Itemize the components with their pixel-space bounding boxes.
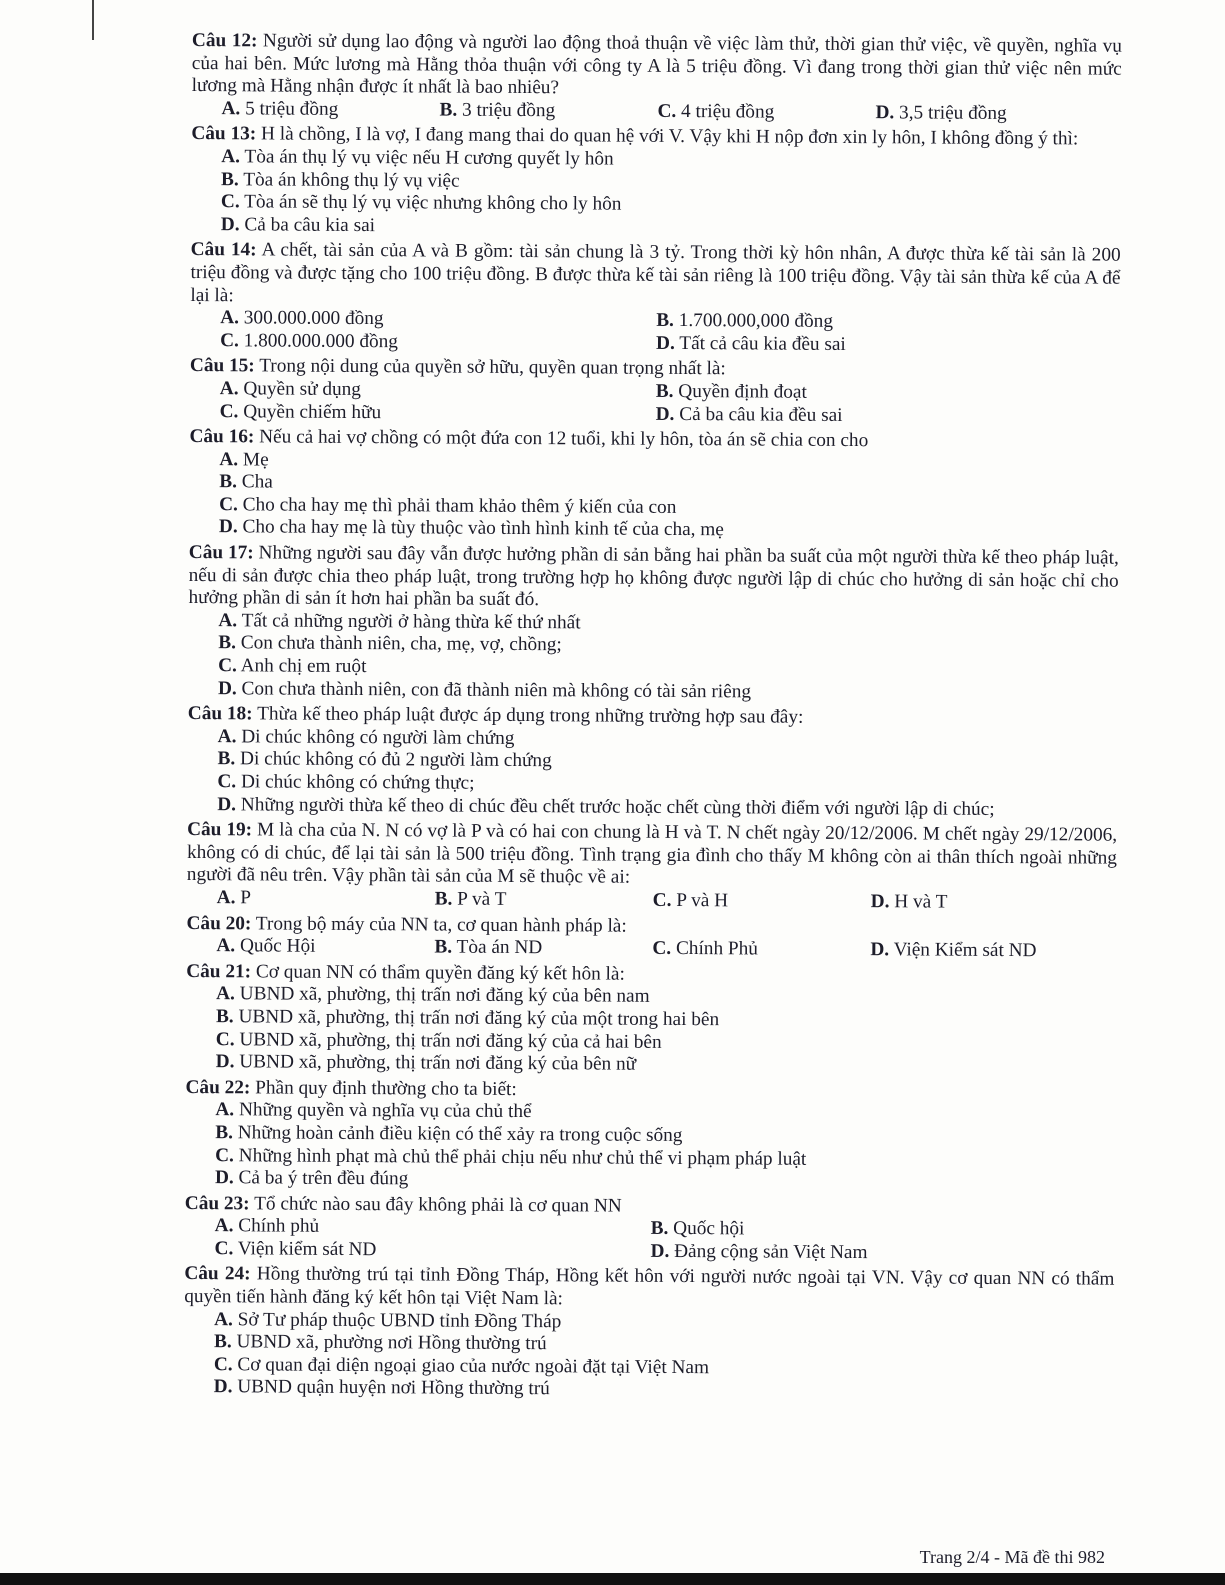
- question-label: Câu 16:: [189, 426, 255, 448]
- option-b: B. Quyền định đoạt: [655, 380, 807, 403]
- option-d: D. Tất cả câu kia đều sai: [656, 332, 846, 355]
- option-c: C. 4 triệu đồng: [657, 100, 775, 123]
- option-d: D. Con chưa thành niên, con đã thành niên mà không có tài sản riêng: [217, 677, 752, 703]
- option-d: D. Cả ba câu kia sai: [220, 213, 376, 236]
- option-d: D. Cả ba ý trên đều đúng: [214, 1167, 409, 1190]
- question-body: Cơ quan NN có thẩm quyền đăng ký kết hôn là:: [255, 961, 625, 985]
- option-b: B. 3 triệu đồng: [439, 99, 556, 122]
- option-a: A. Sở Tư pháp thuộc UBND tỉnh Đồng Tháp: [214, 1308, 562, 1332]
- question-18: [187, 703, 1118, 822]
- question-body: H là chồng, I là vợ, I đang mang thai do quan hệ với V. Vậy khi H nộp đơn xin ly hôn, I không đồng ý thì:: [260, 123, 1079, 150]
- question-body: Hồng thường trú tại tỉnh Đồng Tháp, Hồng kết hôn với người nước ngoài tại VN. Vậy cơ quan NN có thẩm quyền tiến hành đăng ký kết hôn tại Việt Nam là:: [184, 1263, 1115, 1310]
- question-22: [185, 1077, 1116, 1196]
- question-12: [191, 30, 1122, 126]
- question-body: Nếu cả hai vợ chồng có một đứa con 12 tuổi, khi ly hôn, tòa án sẽ chia con cho: [259, 426, 869, 452]
- question-label: Câu 18:: [187, 703, 253, 725]
- option-c: C. Quyền chiếm hữu: [219, 400, 382, 423]
- question-label: Câu 14:: [190, 239, 257, 261]
- question-text: [187, 819, 1117, 892]
- option-c: C. Anh chị em ruột: [218, 655, 367, 678]
- page-footer: Trang 2/4 - Mã đề thi 982: [919, 1547, 1105, 1567]
- question-body: Những người sau đây vẫn được hưởng phần di sản bằng hai phần ba suất của một người thừa kế theo pháp luật, nếu di sản được chia theo pháp luật, trong trường hợp họ không được người lập di chúc cho hưởng di sản hoặc chỉ cho hưởng phần di sản ít hơn hai phần ba suất đó.: [188, 542, 1119, 611]
- options-row: [187, 887, 1117, 915]
- options-list: [184, 1309, 1115, 1405]
- option-d: D. UBND quận huyện nơi Hồng thường trú: [213, 1376, 550, 1400]
- question-text: [184, 1263, 1114, 1314]
- question-19: [187, 819, 1118, 915]
- option-b: B. Di chúc không có đủ 2 người làm chứng: [217, 748, 552, 772]
- option-b: B. Cha: [219, 471, 273, 493]
- option-a: A. Chính phủ: [214, 1215, 320, 1238]
- option-a: A. Tòa án thụ lý vụ việc nếu H cương quyết ly hôn: [221, 146, 614, 170]
- option-a: A. 5 triệu đồng: [221, 97, 339, 120]
- option-d: D. Đảng cộng sản Việt Nam: [650, 1240, 868, 1264]
- option-d: D. 3,5 triệu đồng: [875, 101, 1007, 124]
- option-b: B. Con chưa thành niên, cha, mẹ, vợ, chồng;: [218, 632, 562, 656]
- question-label: Câu 22:: [185, 1076, 251, 1099]
- options-grid: [190, 378, 1120, 429]
- scan-edge-bottom: [0, 1573, 1225, 1585]
- option-b: B. 1.700.000,000 đồng: [656, 309, 834, 333]
- question-label: Câu 24:: [184, 1263, 251, 1285]
- question-label: Câu 23:: [184, 1192, 250, 1215]
- question-label: Câu 20:: [186, 912, 252, 934]
- question-label: Câu 12:: [191, 30, 258, 52]
- question-body: Người sử dụng lao động và người lao động thoả thuận về việc làm thử, thời gian thử việc, về quyền, nghĩa vụ của hai bên. Mức lương mà Hằng thỏa thuận với công ty A là 5 triệu đồng. Vì đang trong thời gian thử việc nên mức lương mà Hằng nhận được ít nhất là bao nhiêu?: [191, 30, 1122, 99]
- option-a: A. UBND xã, phường, thị trấn nơi đăng ký của bên nam: [216, 983, 650, 1008]
- option-a: A. P: [216, 887, 252, 909]
- option-c: C. Cơ quan đại diện ngoại giao của nước ngoài đặt tại Việt Nam: [213, 1354, 710, 1379]
- option-b: B. Quốc hội: [650, 1218, 745, 1240]
- question-body: M là cha của N. N có vợ là P và có hai con chung là H và T. N chết ngày 20/12/2006. M chết ngày 29/12/2006, không có di chúc, để lại tài sản là 500 triệu đồng. Tình trạng gia đình cho thấy M không còn ai thân thích ngoài những người đã nêu trên. Vậy phần tài sản của M sẽ thuộc về ai:: [186, 819, 1118, 889]
- options-list: [187, 726, 1118, 822]
- question-24: [184, 1263, 1115, 1404]
- option-d: D. Những người thừa kế theo di chúc đều chết trước hoặc chết cùng thời điểm với người lập di chúc;: [217, 793, 995, 820]
- option-c: C. Chính Phủ: [652, 937, 759, 960]
- option-a: A. Quyền sử dụng: [219, 378, 362, 400]
- option-c: C. P và H: [652, 889, 729, 912]
- option-c: C. Tòa án sẽ thụ lý vụ việc nhưng không cho ly hôn: [220, 191, 622, 215]
- question-label: Câu 13:: [191, 123, 257, 145]
- options-row: [191, 98, 1121, 126]
- question-15: [190, 355, 1120, 428]
- option-b: B. Những hoàn cảnh điều kiện có thể xảy ra trong cuộc sống: [215, 1122, 683, 1146]
- option-b: B. UBND xã, phường nơi Hồng thường trú: [213, 1331, 547, 1355]
- option-c: C. Viện kiểm sát ND: [214, 1238, 377, 1261]
- question-text: [188, 542, 1118, 615]
- option-c: C. Những hình phạt mà chủ thể phải chịu nếu như chủ thể vi phạm pháp luật: [215, 1144, 807, 1170]
- question-text: [192, 30, 1122, 103]
- option-d: D. H và T: [870, 891, 948, 913]
- option-b: B. P và T: [434, 888, 507, 910]
- question-body: A chết, tài sản của A và B gồm: tài sản chung là 3 tỷ. Trong thời kỳ hôn nhân, A được thừa kế tài sản là 200 triệu đồng và được tặng cho 100 triệu đồng. B được thừa kế tài sản riêng là 100 triệu đồng. Vậy tài sản thừa kế của A để lại là:: [190, 239, 1121, 306]
- option-a: A. Quốc Hội: [216, 935, 316, 957]
- option-a: A. Di chúc không có người làm chứng: [217, 725, 515, 749]
- option-d: D. UBND xã, phường, thị trấn nơi đăng ký của bên nữ: [215, 1051, 637, 1075]
- question-14: [190, 239, 1121, 358]
- option-b: B. Tòa án ND: [434, 936, 543, 959]
- option-b: B. UBND xã, phường, thị trấn nơi đăng ký của một trong hai bên: [215, 1006, 720, 1031]
- question-16: [189, 426, 1120, 545]
- option-a: A. 300.000.000 đồng: [220, 307, 384, 330]
- question-label: Câu 21:: [186, 960, 252, 983]
- question-21: [186, 961, 1117, 1080]
- options-list: [186, 983, 1117, 1079]
- option-a: A. Mẹ: [219, 448, 269, 471]
- question-label: Câu 17:: [188, 542, 254, 564]
- option-a: A. Những quyền và nghĩa vụ của chủ thể: [215, 1099, 532, 1123]
- question-body: Phần quy định thường cho ta biết:: [255, 1077, 517, 1100]
- options-grid: [184, 1215, 1114, 1266]
- question-23: [184, 1193, 1114, 1266]
- options-list: [191, 146, 1122, 242]
- option-c: C. 1.800.000.000 đồng: [220, 329, 398, 352]
- question-list: [184, 30, 1122, 1408]
- option-c: C. Di chúc không có chứng thực;: [217, 771, 475, 794]
- scan-edge-line: [92, 0, 94, 40]
- question-17: [188, 542, 1119, 706]
- option-c: C. Cho cha hay mẹ thì phải tham khảo thêm ý kiến của con: [219, 494, 677, 518]
- question-body: Trong nội dung của quyền sở hữu, quyền quan trọng nhất là:: [259, 355, 726, 380]
- question-20: [186, 913, 1116, 964]
- question-body: Trong bộ máy của NN ta, cơ quan hành pháp là:: [255, 912, 627, 937]
- question-body: Tổ chức nào sau đây không phải là cơ quan NN: [254, 1193, 622, 1217]
- options-grid: [190, 307, 1120, 358]
- question-13: [191, 123, 1122, 242]
- options-list: [185, 1099, 1116, 1195]
- option-b: B. Tòa án không thụ lý vụ việc: [221, 168, 460, 192]
- option-a: A. Tất cả những người ở hàng thừa kế thứ nhất: [218, 610, 581, 634]
- option-c: C. UBND xã, phường, thị trấn nơi đăng ký của cả hai bên: [215, 1028, 662, 1053]
- option-d: D. Viện Kiểm sát ND: [870, 939, 1037, 962]
- options-row: [186, 935, 1116, 963]
- options-list: [189, 449, 1120, 545]
- option-d: D. Cả ba câu kia đều sai: [655, 403, 843, 426]
- question-text: [190, 239, 1120, 312]
- option-d: D. Cho cha hay mẹ là tùy thuộc vào tình hình kinh tế của cha, mẹ: [218, 516, 724, 541]
- question-body: Thừa kế theo pháp luật được áp dụng trong những trường hợp sau đây:: [257, 703, 804, 728]
- options-list: [188, 610, 1119, 706]
- question-label: Câu 15:: [189, 355, 255, 377]
- question-label: Câu 19:: [187, 819, 253, 841]
